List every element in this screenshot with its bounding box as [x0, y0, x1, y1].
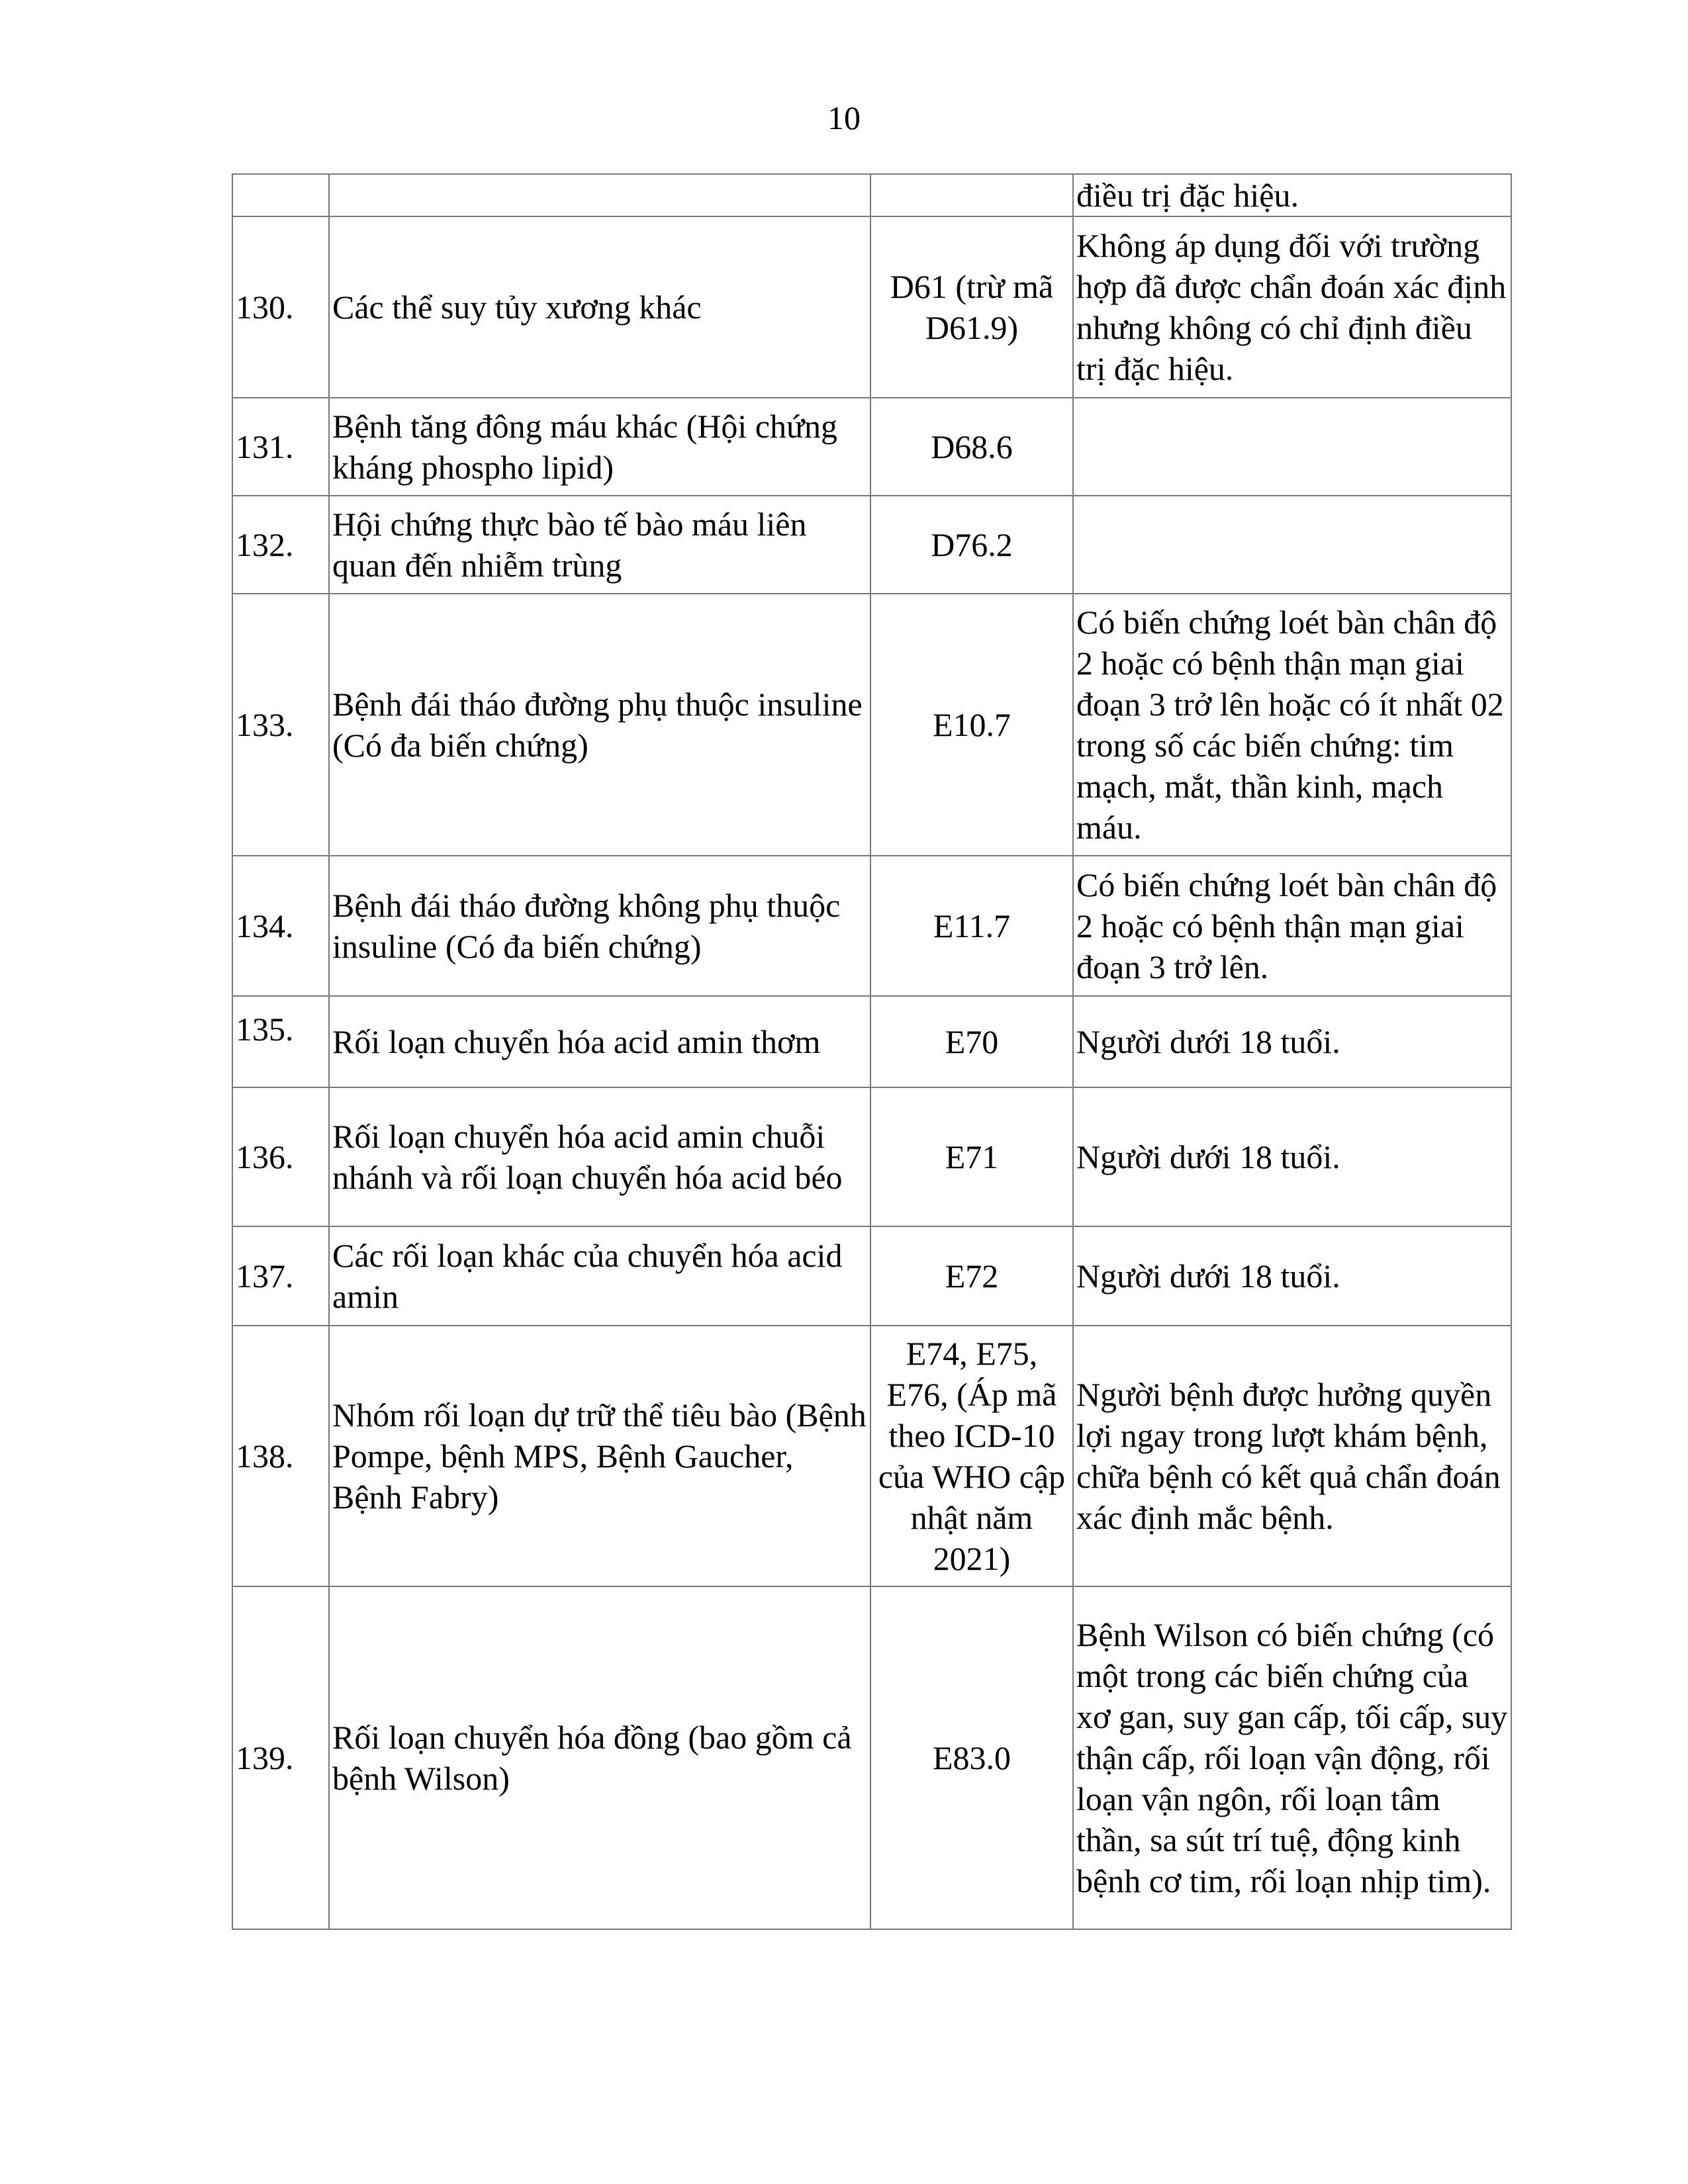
row-number: 132.	[232, 496, 329, 594]
icd-code: E10.7	[870, 594, 1073, 856]
table-row	[232, 594, 1511, 856]
row-number: 137.	[232, 1226, 329, 1326]
icd-code: D61 (trừ mã D61.9)	[870, 216, 1073, 398]
row-number: 133.	[232, 594, 329, 856]
icd-code: E72	[870, 1226, 1073, 1326]
icd-code: E74, E75, E76, (Áp mã theo ICD-10 của WHO cập nhật năm 2021)	[870, 1326, 1073, 1586]
table-row	[232, 856, 1511, 996]
condition-note: Không áp dụng đối với trường hợp đã được chẩn đoán xác định nhưng không có chỉ định điều trị đặc hiệu.	[1073, 216, 1511, 398]
disease-name	[329, 174, 870, 216]
table-row	[232, 996, 1511, 1087]
condition-note	[1073, 398, 1511, 496]
disease-name: Bệnh đái tháo đường không phụ thuộc insuline (Có đa biến chứng)	[329, 856, 870, 996]
disease-name: Bệnh đái tháo đường phụ thuộc insuline (Có đa biến chứng)	[329, 594, 870, 856]
condition-note: Người dưới 18 tuổi.	[1073, 1226, 1511, 1326]
disease-name: Nhóm rối loạn dự trữ thể tiêu bào (Bệnh Pompe, bệnh MPS, Bệnh Gaucher, Bệnh Fabry)	[329, 1326, 870, 1586]
condition-note: Người dưới 18 tuổi.	[1073, 996, 1511, 1087]
row-number: 135.	[232, 996, 329, 1087]
condition-note: Có biến chứng loét bàn chân độ 2 hoặc có bệnh thận mạn giai đoạn 3 trở lên.	[1073, 856, 1511, 996]
disease-table	[232, 173, 1512, 1930]
row-number: 134.	[232, 856, 329, 996]
row-number: 136.	[232, 1087, 329, 1226]
row-number: 139.	[232, 1586, 329, 1929]
condition-note: Bệnh Wilson có biến chứng (có một trong các biến chứng của xơ gan, suy gan cấp, tối cấp, suy thận cấp, rối loạn vận động, rối loạn vận ngôn, rối loạn tâm thần, sa sút trí tuệ, động kinh bệnh cơ tim, rối loạn nhịp tim).	[1073, 1586, 1511, 1929]
condition-note	[1073, 496, 1511, 594]
table-row	[232, 496, 1511, 594]
row-number	[232, 174, 329, 216]
icd-code: E83.0	[870, 1586, 1073, 1929]
table-row	[232, 1087, 1511, 1226]
icd-code: D68.6	[870, 398, 1073, 496]
condition-note: Có biến chứng loét bàn chân độ 2 hoặc có bệnh thận mạn giai đoạn 3 trở lên hoặc có ít nhất 02 trong số các biến chứng: tim mạch, mắt, thần kinh, mạch máu.	[1073, 594, 1511, 856]
condition-note: Người bệnh được hưởng quyền lợi ngay trong lượt khám bệnh, chữa bệnh có kết quả chẩn đoán xác định mắc bệnh.	[1073, 1326, 1511, 1586]
disease-name: Rối loạn chuyển hóa acid amin chuỗi nhánh và rối loạn chuyển hóa acid béo	[329, 1087, 870, 1226]
table-row	[232, 174, 1511, 216]
disease-name: Các rối loạn khác của chuyển hóa acid amin	[329, 1226, 870, 1326]
icd-code: E11.7	[870, 856, 1073, 996]
table-row	[232, 398, 1511, 496]
icd-code: E71	[870, 1087, 1073, 1226]
page-number: 10	[827, 99, 861, 136]
disease-name: Rối loạn chuyển hóa đồng (bao gồm cả bệnh Wilson)	[329, 1586, 870, 1929]
icd-code	[870, 174, 1073, 216]
disease-name: Bệnh tăng đông máu khác (Hội chứng kháng phospho lipid)	[329, 398, 870, 496]
table-row	[232, 1326, 1511, 1586]
row-number: 138.	[232, 1326, 329, 1586]
row-number: 131.	[232, 398, 329, 496]
table-row	[232, 216, 1511, 398]
disease-name: Các thể suy tủy xương khác	[329, 216, 870, 398]
condition-note: điều trị đặc hiệu.	[1073, 174, 1511, 216]
icd-code: E70	[870, 996, 1073, 1087]
icd-code: D76.2	[870, 496, 1073, 594]
disease-name: Hội chứng thực bào tế bào máu liên quan đến nhiễm trùng	[329, 496, 870, 594]
disease-name: Rối loạn chuyển hóa acid amin thơm	[329, 996, 870, 1087]
row-number: 130.	[232, 216, 329, 398]
table-row	[232, 1226, 1511, 1326]
condition-note: Người dưới 18 tuổi.	[1073, 1087, 1511, 1226]
table-row	[232, 1586, 1511, 1929]
